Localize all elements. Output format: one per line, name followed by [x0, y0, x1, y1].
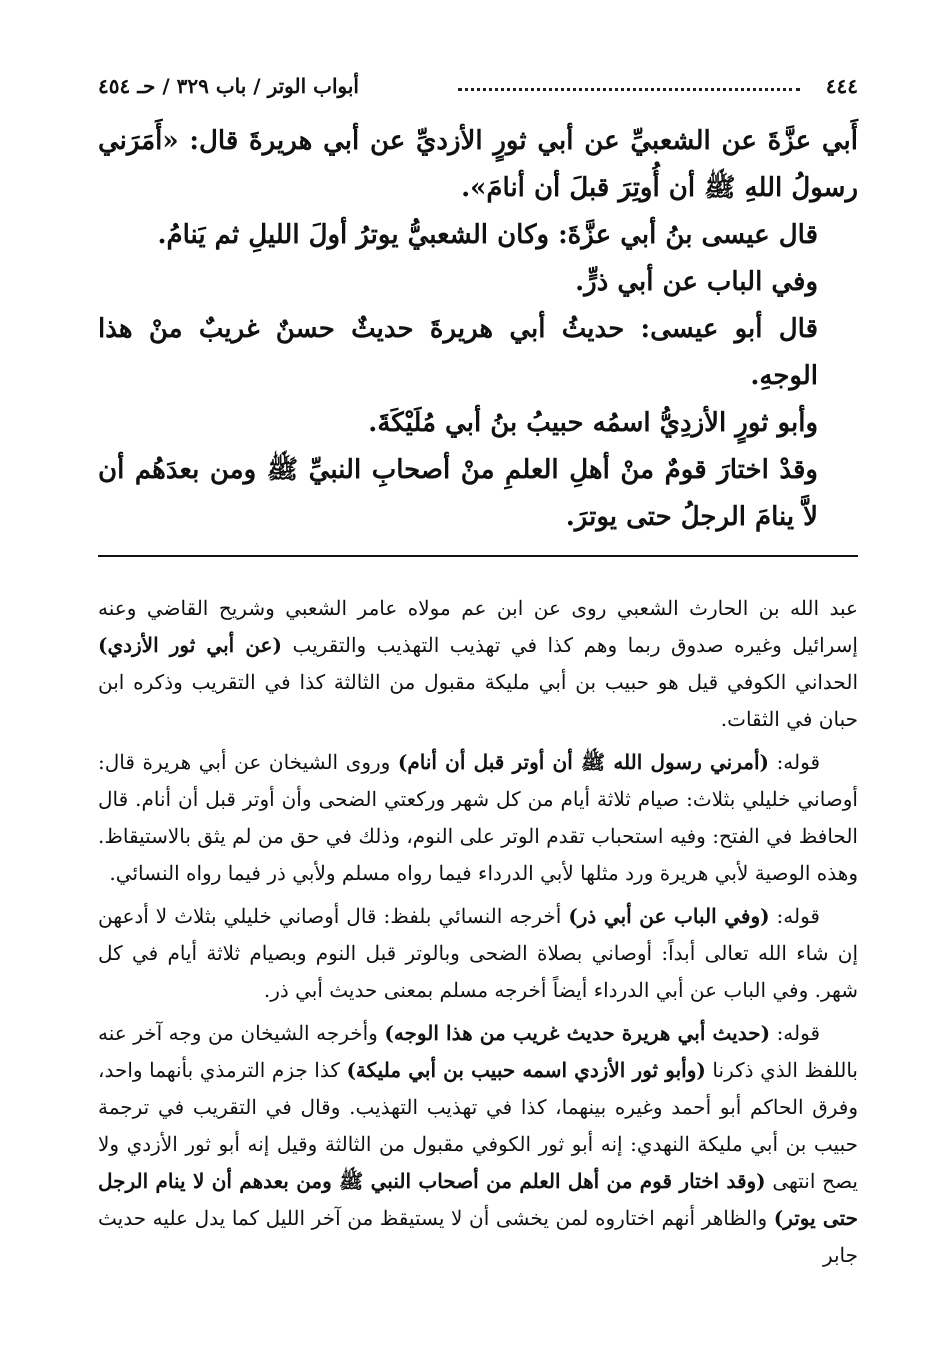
hadith-line: قال عيسى بنُ أبي عزَّةَ: وكان الشعبيُّ يوترُ أولَ الليلِ ثم يَنامُ. — [157, 220, 818, 250]
commentary-text: أخرجه النسائي بلفظ: قال أوصاني خليلي بثلاث لا أدعهن إن شاء الله تعالى أبداً: أوصاني بصلاة الضحى وبالوتر قبل النوم وبصيام ثلاثة أيام في كل شهر. وفي الباب عن أبي الدرداء أيضاً أخرجه مسلم بمعنى حديث أبي ذر. — [98, 904, 858, 1002]
commentary-quote: (وقد اختار قوم من أهل العلم من أصحاب النبي ﷺ ومن بعدهم أن لا ينام الرجل حتى يوتر) — [98, 1169, 858, 1230]
hadith-line: وفي الباب عن أبي ذرٍّ. — [575, 267, 818, 297]
hadith-line: قال أبو عيسى: حديثُ أبي هريرةَ حديثٌ حسنٌ غريبٌ منْ هذا الوجهِ. — [98, 314, 818, 391]
commentary-text: عبد الله بن الحارث الشعبي روى عن ابن عم مولاه عامر الشعبي وشريح القاضي وعنه إسرائيل وغيره صدوق ربما وهم كذا في تهذيب التهذيب والتقريب — [98, 596, 858, 657]
commentary-text: وأخرجه الشيخان من وجه آخر عنه باللفظ الذي ذكرنا — [98, 1021, 858, 1082]
commentary-text: قوله: — [768, 750, 821, 774]
commentary-text: كذا جزم الترمذي بأنهما واحد، وفرق الحاكم أبو أحمد وغيره بينهما، كذا في تهذيب التهذيب. وقال في التقريب في ترجمة حبيب بن أبي مليكة النهدي: إنه أبو ثور الكوفي مقبول من الثالثة وقيل إنه أبو ثور الأزدي ولا يصح انتهى — [98, 1058, 858, 1193]
commentary-text: وروى الشيخان عن أبي هريرة قال: أوصاني خليلي بثلاث: صيام ثلاثة أيام من كل شهر وركعتي الضحى وأن أوتر قبل أن أنام. قال الحافظ في الفتح: وفيه استحباب تقدم الوتر على النوم، وذلك في حق من لم يثق بالاستيقاظ. وهذه الوصية لأبي هريرة ورد مثلها لأبي الدرداء فيما رواه مسلم ولأبي ذر فيما رواه النسائي. — [98, 750, 858, 885]
header-dotted-leader — [458, 88, 800, 91]
hadith-text — [98, 118, 858, 541]
commentary-text: قوله: — [770, 1021, 821, 1045]
hadith-line: أَبي عزَّةَ عن الشعبيِّ عن أبي ثورٍ الأزديِّ عن أبي هريرةَ قال: «أَمَرَني رسولُ اللهِ ﷺ أن أُوتِرَ قبلَ أن أنامَ». — [98, 126, 858, 203]
commentary-quote: (حديث أبي هريرة حديث غريب من هذا الوجه) — [384, 1021, 771, 1045]
commentary-paragraph — [98, 898, 858, 1009]
commentary-paragraph — [98, 590, 858, 738]
commentary-paragraph — [98, 1015, 858, 1274]
hadith-line: وقدْ اختارَ قومٌ منْ أهلِ العلمِ منْ أصحابِ النبيِّ ﷺ ومن بعدَهُم أن لاَّ ينامَ الرجلُ حتى يوترَ. — [98, 455, 818, 532]
commentary — [98, 590, 858, 1280]
hadith-line: وأبو ثورٍ الأزدِيُّ اسمُه حبيبُ بنُ أبي مُلَيْكَةَ. — [368, 408, 818, 438]
running-title: أبواب الوتر / باب ٣٢٩ / حـ ٤٥٤ — [98, 74, 359, 98]
commentary-text: قوله: — [769, 904, 820, 928]
page-header — [98, 70, 858, 110]
commentary-quote: (وفي الباب عن أبي ذر) — [568, 904, 770, 928]
commentary-paragraph — [98, 744, 858, 892]
commentary-text: والظاهر أنهم اختاروه لمن يخشى أن لا يستيقظ من آخر الليل كما يدل عليه حديث جابر — [98, 1206, 858, 1267]
page-number: ٤٤٤ — [825, 74, 858, 98]
section-divider — [98, 555, 858, 557]
commentary-quote: (أمرني رسول الله ﷺ أن أوتر قبل أن أنام) — [397, 750, 769, 774]
commentary-quote: (عن أبي ثور الأزدي) — [98, 633, 282, 657]
commentary-quote: (وأبو ثور الأزدي اسمه حبيب بن أبي مليكة) — [346, 1058, 706, 1082]
commentary-text: الحداني الكوفي قيل هو حبيب بن أبي مليكة مقبول من الثالثة كذا في التقريب وذكره ابن حبان في الثقات. — [98, 670, 858, 731]
